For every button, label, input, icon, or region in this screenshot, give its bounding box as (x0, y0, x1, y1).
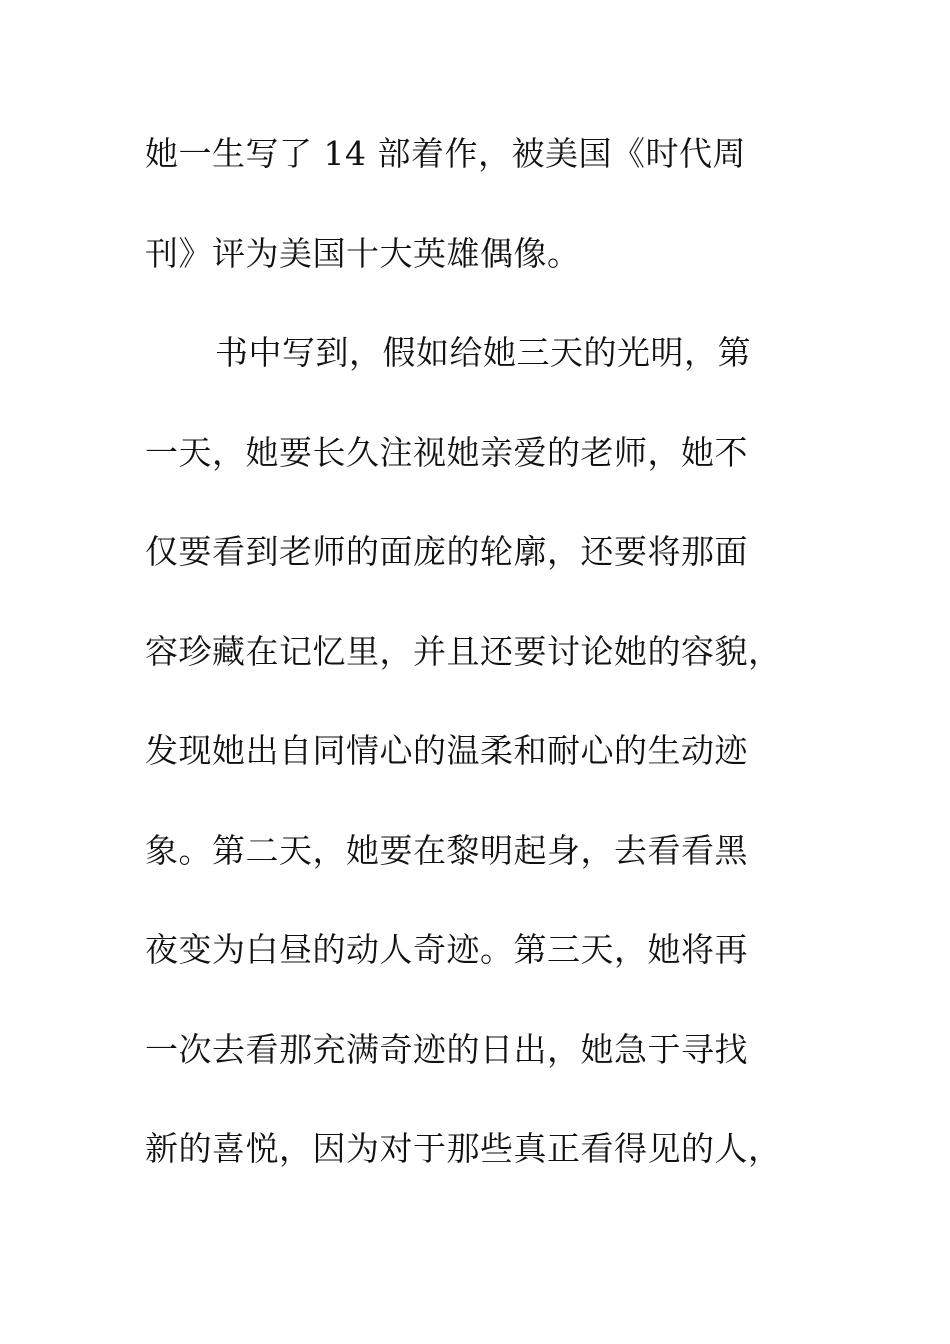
text-line: 她一生写了 14 部着作，被美国《时代周 (145, 134, 746, 173)
body-text (145, 124, 805, 1219)
text-line: 容珍藏在记忆里，并且还要讨论她的容貌， (145, 631, 782, 671)
text-line: 一天，她要长久注视她亲爱的老师，她不 (145, 432, 748, 472)
text-line: 仅要看到老师的面庞的轮廓，还要将那面 (145, 532, 748, 571)
text-line: 新的喜悦，因为对于那些真正看得见的人， (145, 1129, 782, 1168)
text-line: 象。第二天，她要在黎明起身，去看看黑 (145, 830, 748, 870)
text-line: 夜变为白昼的动人奇迹。第三天，她将再 (145, 930, 748, 969)
text-line: 一次去看那充满奇迹的日出，她急于寻找 (145, 1029, 748, 1069)
text-line: 刊》评为美国十大英雄偶像。 (145, 233, 581, 273)
paragraph-first-line: 书中写到，假如给她三天的光明，第 (215, 333, 751, 372)
text-line: 发现她出自同情心的温柔和耐心的生动迹 (145, 731, 748, 770)
